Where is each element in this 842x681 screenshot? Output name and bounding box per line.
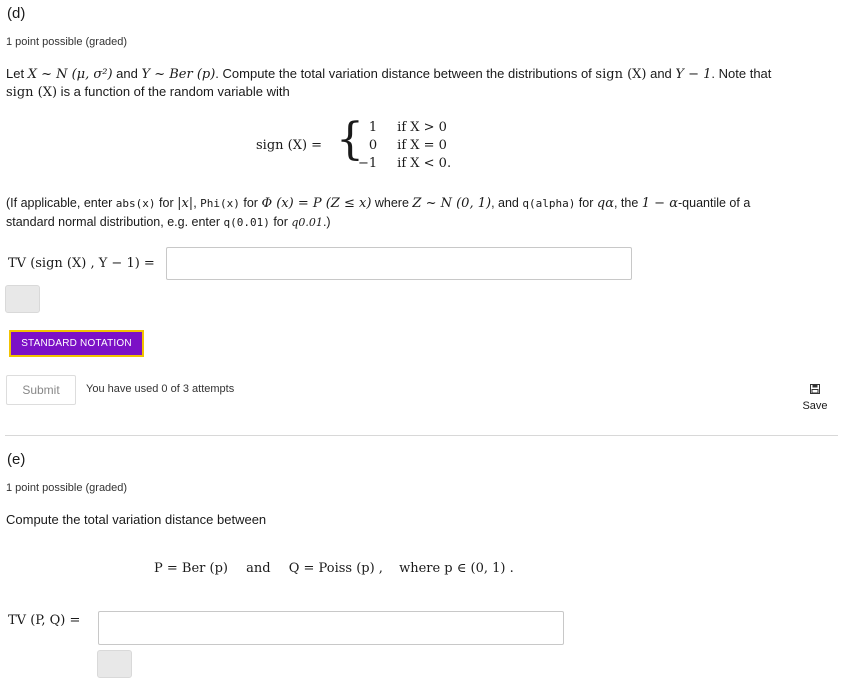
save-label: Save xyxy=(802,400,828,412)
formula-and: and xyxy=(246,561,271,576)
part-e-answer-label: TV (P, Q) = xyxy=(8,613,81,628)
part-d-preview-button[interactable] xyxy=(5,285,40,313)
part-d-answer-label: TV (sign (X) , Y − 1) = xyxy=(8,256,155,271)
case-value: 0 xyxy=(368,138,378,153)
part-e-formula xyxy=(154,561,514,576)
case-condition: if X = 0 xyxy=(397,138,447,153)
part-e-preview-button[interactable] xyxy=(97,650,132,678)
part-d-prompt-line1: Let X ~ N (μ, σ²) and Y ~ Ber (p). Compute the total variation distance between the distributions of sign (X) and Y − 1. Note that xyxy=(6,66,772,82)
part-d-heading: (d) xyxy=(7,5,26,22)
submit-button[interactable]: Submit xyxy=(6,375,76,405)
part-d-hint-line2: standard normal distribution, e.g. enter q(0.01) for q0.01.) xyxy=(6,215,331,229)
case-value: 1 xyxy=(368,120,378,135)
sign-def-brace: { xyxy=(336,114,364,165)
section-divider xyxy=(5,435,838,436)
attempts-text: You have used 0 of 3 attempts xyxy=(86,383,235,395)
case-condition: if X > 0 xyxy=(397,120,447,135)
formula-where: where p ∈ (0, 1) . xyxy=(399,561,514,576)
formula-p: P = Ber (p) xyxy=(154,561,228,576)
part-e-prompt: Compute the total variation distance between xyxy=(6,512,267,527)
standard-notation-button[interactable]: STANDARD NOTATION xyxy=(9,330,144,357)
save-control[interactable] xyxy=(795,384,835,414)
part-e-answer-input[interactable] xyxy=(98,611,564,645)
part-d-answer-input[interactable] xyxy=(166,247,632,280)
save-icon xyxy=(810,384,820,394)
sign-def-lhs: sign (X) = xyxy=(256,138,323,153)
part-d-points: 1 point possible (graded) xyxy=(6,36,128,48)
part-d-hint-line1: (If applicable, enter abs(x) for |x|, Phi(x) for Φ (x) = P (Z ≤ x) where Z ~ N (0, 1), and q(alpha) for qα, the 1 − α-quantile of a xyxy=(6,196,751,211)
part-e-points: 1 point possible (graded) xyxy=(6,482,128,494)
sign-def-cases xyxy=(354,119,455,173)
case-condition: if X < 0. xyxy=(397,156,452,171)
part-d-prompt-line2: sign (X) is a function of the random variable with xyxy=(6,84,290,100)
formula-q: Q = Poiss (p) , xyxy=(288,561,383,576)
part-e-heading: (e) xyxy=(7,451,26,468)
case-value: −1 xyxy=(358,156,378,171)
